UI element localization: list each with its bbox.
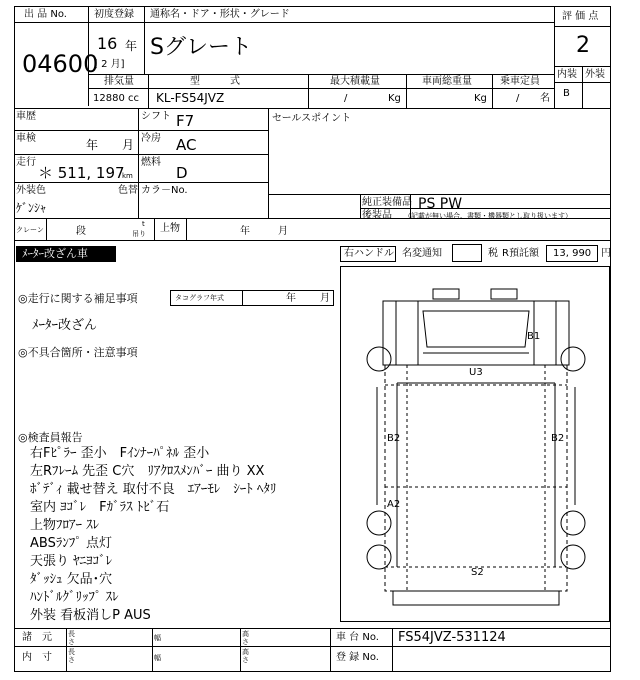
damage-mark-u3: U3 xyxy=(469,367,483,378)
tachograph-box xyxy=(170,290,334,306)
damage-diagram xyxy=(340,266,610,622)
exterior-color-value: ｹﾞﾝｼｬ xyxy=(16,201,47,215)
damage-mark-a2: A2 xyxy=(387,499,401,510)
capacity-unit: 名 xyxy=(540,93,550,104)
model-name: Sグレート xyxy=(150,35,252,60)
deposit-value: 13, 990 xyxy=(546,245,598,262)
name-change-label: 名変通知 xyxy=(402,248,442,259)
damage-mark-b2-right: B2 xyxy=(551,433,565,444)
supplement-text: ﾒｰﾀｰ改ざん xyxy=(32,318,98,333)
tampered-meter-tag: ﾒｰﾀｰ改ざん車 xyxy=(16,246,116,262)
interior-dims-label: 内 寸 xyxy=(22,652,52,663)
max-load-label: 最大積載量 xyxy=(330,76,380,87)
deposit-label: R預託額 xyxy=(502,248,539,259)
score-value: 2 xyxy=(576,33,590,58)
shift-value: F7 xyxy=(176,112,195,130)
inspector-label: ◎検査員報告 xyxy=(18,431,83,444)
score-label: 評 価 点 xyxy=(562,11,599,22)
capacity-value: / xyxy=(516,93,520,104)
tax-label: 税 xyxy=(488,248,498,259)
loading-label: 上物 xyxy=(160,223,180,234)
dims-height-label: 高さ xyxy=(242,630,249,646)
inspector-report xyxy=(30,446,276,626)
lot-number: 04600 xyxy=(22,50,99,78)
report-line: 右Fﾋﾟﾗｰ 歪小 Fｲﾝﾅｰﾊﾟﾈﾙ 歪小 xyxy=(30,446,210,461)
chassis-number-value: FS54JVZ-531124 xyxy=(398,630,506,645)
exterior-color-label: 外装色 xyxy=(16,185,46,196)
reg-year-unit: 年 xyxy=(125,39,138,53)
model-code: KL-FS54JVZ xyxy=(156,91,225,105)
history-label: 車歴 xyxy=(16,111,36,122)
reg-month: [ 2 月] xyxy=(94,59,125,70)
inspection-month-unit: 月 xyxy=(122,138,135,152)
interior-length-label: 長さ xyxy=(68,648,75,664)
crane-label: クレーン xyxy=(16,226,44,234)
report-line: 上物ﾌﾛｱｰ ｽﾚ xyxy=(30,518,100,533)
max-load-value: / xyxy=(344,93,348,104)
interior-height-label: 高さ xyxy=(242,648,249,664)
report-line: 室内 ﾖｺﾞﾚ Fｶﾞﾗｽ ﾄﾋﾞ石 xyxy=(30,500,170,515)
equipment-value: PS PW xyxy=(418,196,463,212)
ac-label: 冷房 xyxy=(141,133,161,144)
report-line: ABSﾗﾝﾌﾟ 点灯 xyxy=(30,536,112,551)
crane-ton-unit: t xyxy=(142,220,145,228)
crane-hoist-unit: 吊り xyxy=(132,230,146,238)
tachograph-year: 年 xyxy=(286,293,296,304)
ac-value: AC xyxy=(176,136,197,154)
crane-stage-unit: 段 xyxy=(76,226,86,237)
report-line: ﾊﾝﾄﾞﾙｸﾞﾘｯﾌﾟ ｽﾚ xyxy=(30,590,119,605)
fuel-label: 燃料 xyxy=(141,157,161,168)
damage-mark-b1: B1 xyxy=(527,331,541,342)
report-line: 天張り ﾔﾆﾖｺﾞﾚ xyxy=(30,554,113,569)
yen-label: 円 xyxy=(601,248,611,259)
sales-point-label: セールスポイント xyxy=(272,113,352,124)
tachograph-month: 月 xyxy=(320,293,330,304)
displacement-label: 排気量 xyxy=(104,76,134,87)
dims-length-label: 長さ xyxy=(68,630,75,646)
chassis-number-label: 車 台 No. xyxy=(336,632,379,643)
report-line: ﾀﾞｯｼｭ 欠品･穴 xyxy=(30,572,113,587)
gross-weight-unit: Kg xyxy=(474,93,487,104)
aftermarket-label: 後装品 xyxy=(362,210,392,221)
color-change-label: 色替 xyxy=(118,185,138,196)
exterior-label: 外装 xyxy=(585,69,605,80)
registration-number-label: 登 録 No. xyxy=(336,652,379,663)
fuel-value: D xyxy=(176,164,188,182)
defects-label: ◎不具合箇所・注意事項 xyxy=(18,346,138,359)
loading-year-unit: 年 xyxy=(240,226,250,237)
gross-weight-label: 車両総重量 xyxy=(422,76,472,87)
supplement-label: ◎走行に関する補足事項 xyxy=(18,292,138,305)
mileage-value: ＊ 511, 197 xyxy=(38,164,125,182)
damage-mark-s2: S2 xyxy=(471,567,484,578)
tachograph-label: タコグラフ年式 xyxy=(175,294,224,302)
reg-year: 16 xyxy=(97,34,118,53)
lot-label: 出 品 No. xyxy=(24,9,67,20)
displacement-value: 12880 cc xyxy=(93,93,139,104)
interior-label: 内装 xyxy=(557,69,577,80)
interior-grade: B xyxy=(563,88,570,99)
interior-width-label: 幅 xyxy=(154,654,161,662)
registration-label: 初度登録 xyxy=(94,9,134,20)
report-line: 外装 看板消しP AUS xyxy=(30,608,151,623)
aftermarket-note: （記載が無い場合、書類・機器類とし取り扱います） xyxy=(404,212,572,220)
right-hand-drive-box: 右ハンドル xyxy=(340,246,396,262)
inspection-year-unit: 年 xyxy=(86,138,99,152)
equipment-label: 純正装備品 xyxy=(362,197,412,208)
max-load-unit: Kg xyxy=(388,93,401,104)
report-line: ﾎﾞﾃﾞｨ 載せ替え 取付不良 ｴｱｰﾓﾚ ｼｰﾄ ﾍﾀﾘ xyxy=(30,482,277,497)
model-code-label: 型 式 xyxy=(190,76,240,87)
dims-label: 諸 元 xyxy=(22,632,52,643)
color-number-label: カラ－No. xyxy=(141,185,188,196)
loading-month-unit: 月 xyxy=(278,226,288,237)
inspection-label: 車検 xyxy=(16,133,36,144)
name-change-box xyxy=(452,244,482,262)
capacity-label: 乗車定員 xyxy=(500,76,540,87)
report-line: 左Rﾌﾚｰﾑ 先歪 C穴 ﾘｱｸﾛｽﾒﾝﾊﾞｰ 曲り XX xyxy=(30,464,265,479)
mileage-label: 走行 xyxy=(16,157,36,168)
mileage-unit: km xyxy=(122,172,133,180)
shift-label: シフト xyxy=(141,111,171,122)
dims-width-label: 幅 xyxy=(154,634,161,642)
damage-mark-b2-left: B2 xyxy=(387,433,401,444)
name-label: 通称名・ドア・形状・グレード xyxy=(150,9,290,20)
